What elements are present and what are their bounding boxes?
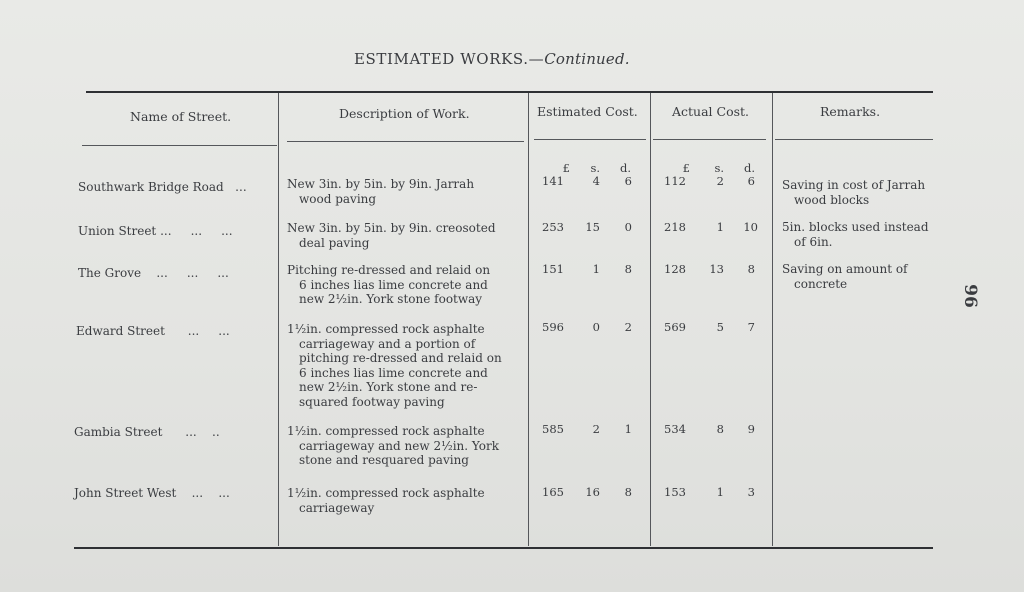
row-6-est-shillings: 16 [585,485,600,499]
row-1-act-pounds: 112 [664,174,686,188]
header-street: Name of Street. [130,109,232,124]
row-3-act-pence: 8 [747,262,755,276]
row-2-act-shillings: 1 [716,220,724,234]
row-2-act-pence: 10 [743,220,758,234]
row-1-est-pounds: 141 [542,174,564,188]
row-2-street: Union Street ... ... ... [78,224,233,238]
row-4-est-pence: 2 [624,320,632,334]
act-shillings-header: s. [714,161,724,175]
row-5-act-pence: 9 [747,422,755,436]
row-5-act-shillings: 8 [716,422,724,436]
row-2-est-pence: 0 [624,220,632,234]
row-3-est-pounds: 151 [542,262,564,276]
header-actual-cost: Actual Cost. [672,104,750,119]
row-2-description: New 3in. by 5in. by 9in. creosoted deal paving [287,221,496,250]
row-3-est-shillings: 1 [592,262,600,276]
top-rule [86,91,933,93]
header-estimated-cost: Estimated Cost. [537,104,638,119]
row-1-act-shillings: 2 [716,174,724,188]
row-5-act-pounds: 534 [664,422,686,436]
column-divider-4 [772,93,773,546]
row-3-est-pence: 8 [624,262,632,276]
row-4-description: 1½in. compressed rock asphalte carriageway and a portion of pitching re-dressed and relaid on 6 inches lias lime concrete and new 2½in. York stone and re- squared footway paving [287,322,502,409]
row-4-est-pounds: 596 [542,320,564,334]
row-6-est-pence: 8 [624,485,632,499]
row-3-act-shillings: 13 [709,262,724,276]
row-2-act-pounds: 218 [664,220,686,234]
row-1-est-shillings: 4 [592,174,600,188]
row-6-street: John Street West ... ... [74,486,230,500]
row-6-description: 1½in. compressed rock asphalte carriageway [287,486,485,515]
row-3-remarks: Saving on amount of concrete [782,262,908,291]
row-1-act-pence: 6 [747,174,755,188]
row-3-act-pounds: 128 [664,262,686,276]
est-pence-header: d. [619,161,631,175]
row-5-description: 1½in. compressed rock asphalte carriageway and new 2½in. York stone and resquared paving [287,424,500,467]
row-4-act-pounds: 569 [664,320,686,334]
row-3-description: Pitching re-dressed and relaid on 6 inches lias lime concrete and new 2½in. York stone footway [287,263,491,306]
page-title: ESTIMATED WORKS.—Continued. [354,50,630,68]
row-6-act-pence: 3 [747,485,755,499]
column-divider-3 [650,93,651,546]
row-2-est-pounds: 253 [542,220,564,234]
row-5-est-pence: 1 [624,422,632,436]
act-pence-header: d. [743,161,755,175]
header-rule-act [653,139,766,140]
row-3-street: The Grove ... ... ... [78,266,229,280]
row-1-description: New 3in. by 5in. by 9in. Jarrah wood paving [287,177,475,206]
row-2-est-shillings: 15 [585,220,600,234]
header-remarks: Remarks. [820,104,881,119]
est-pounds-header: £ [562,161,570,175]
est-shillings-header: s. [590,161,600,175]
row-5-est-pounds: 585 [542,422,564,436]
header-rule-rem [775,139,933,140]
bottom-rule [74,547,933,549]
row-6-est-pounds: 165 [542,485,564,499]
row-2-remarks: 5in. blocks used instead of 6in. [782,220,929,249]
column-divider-2 [528,93,529,546]
column-divider-1 [278,93,279,546]
row-1-remarks: Saving in cost of Jarrah wood blocks [782,178,926,207]
row-5-est-shillings: 2 [592,422,600,436]
header-rule-desc [287,141,524,142]
page-number: 96 [959,284,980,308]
row-4-act-shillings: 5 [716,320,724,334]
row-1-street: Southwark Bridge Road ... [78,180,247,194]
row-1-est-pence: 6 [624,174,632,188]
header-rule-street [82,145,277,146]
row-6-act-shillings: 1 [716,485,724,499]
row-4-street: Edward Street ... ... [76,324,230,338]
row-5-street: Gambia Street ... .. [74,425,220,439]
row-4-act-pence: 7 [747,320,755,334]
row-6-act-pounds: 153 [664,485,686,499]
header-description: Description of Work. [339,106,470,121]
act-pounds-header: £ [682,161,690,175]
header-rule-est [534,139,646,140]
row-4-est-shillings: 0 [592,320,600,334]
